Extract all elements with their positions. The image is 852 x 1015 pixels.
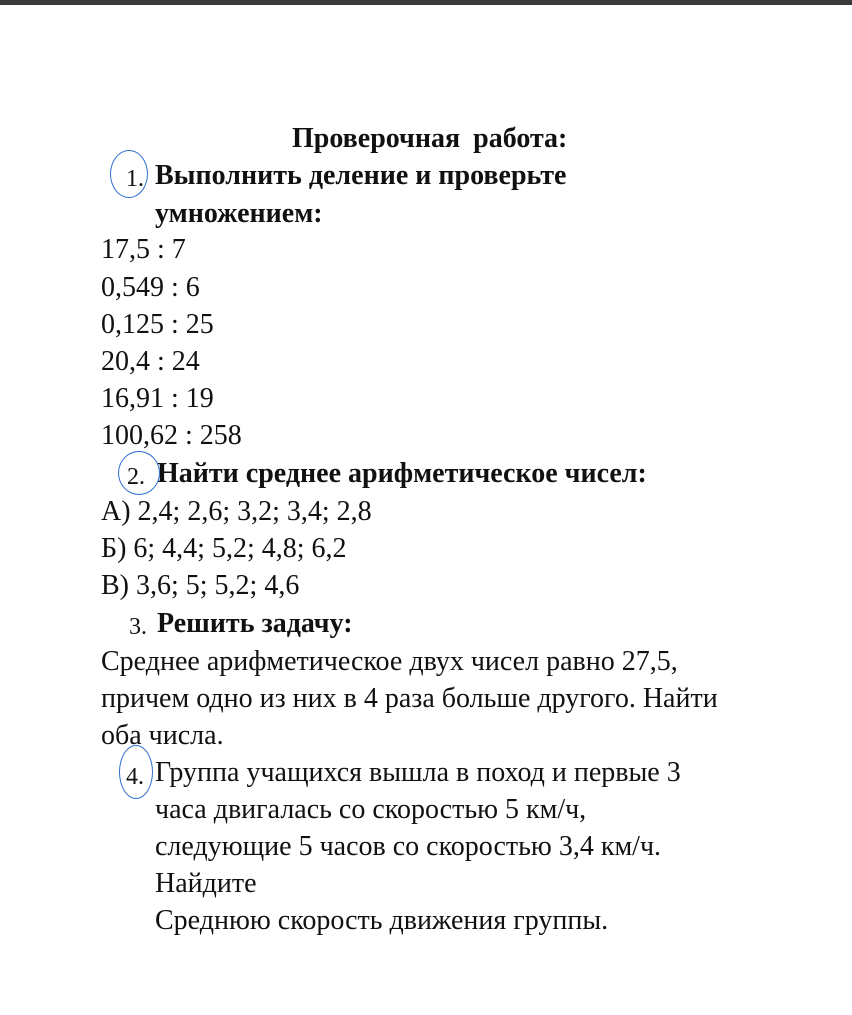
task1-item-3: 0,125 : 25 [101, 309, 214, 340]
task1-item-4: 20,4 : 24 [101, 346, 200, 377]
task4-handwritten-circle [119, 745, 153, 799]
task1-item-6: 100,62 : 258 [101, 420, 242, 451]
task2-item-a: А) 2,4; 2,6; 3,2; 3,4; 2,8 [101, 496, 372, 527]
task1-item-1: 17,5 : 7 [101, 234, 186, 265]
task2-number: 2. [127, 464, 145, 490]
task2-item-b: Б) 6; 4,4; 5,2; 4,8; 6,2 [101, 533, 347, 564]
task3-text-line3: оба числа. [101, 720, 224, 751]
task4-text-line2: часа двигалась со скоростью 5 км/ч, [155, 794, 587, 825]
task2-handwritten-circle [118, 451, 160, 495]
task1-item-5: 16,91 : 19 [101, 383, 214, 414]
task4-text-line5: Среднюю скорость движения группы. [155, 905, 609, 936]
task4-text-line3: следующие 5 часов со скоростью 3,4 км/ч. [155, 831, 662, 862]
task1-heading-line2: умножением: [155, 198, 323, 229]
task3-number: 3. [129, 614, 147, 640]
task4-number: 4. [126, 764, 144, 790]
task1-number: 1. [126, 166, 144, 192]
task1-heading-line1: Выполнить деление и проверьте [155, 160, 567, 191]
task4-text-line1: Группа учащихся вышла в поход и первые 3 [155, 757, 681, 788]
task3-heading: Решить задачу: [157, 608, 353, 639]
task2-heading: Найти среднее арифметическое чисел: [157, 458, 647, 489]
task1-item-2: 0,549 : 6 [101, 272, 200, 303]
task3-text-line2: причем одно из них в 4 раза больше другого. Найти [101, 683, 718, 714]
page-title: Проверочная работа: [292, 123, 568, 154]
task4-text-line4: Найдите [155, 868, 257, 899]
task1-handwritten-circle [110, 150, 148, 198]
task2-item-c: В) 3,6; 5; 5,2; 4,6 [101, 570, 300, 601]
task3-text-line1: Среднее арифметическое двух чисел равно 27,5, [101, 646, 678, 677]
